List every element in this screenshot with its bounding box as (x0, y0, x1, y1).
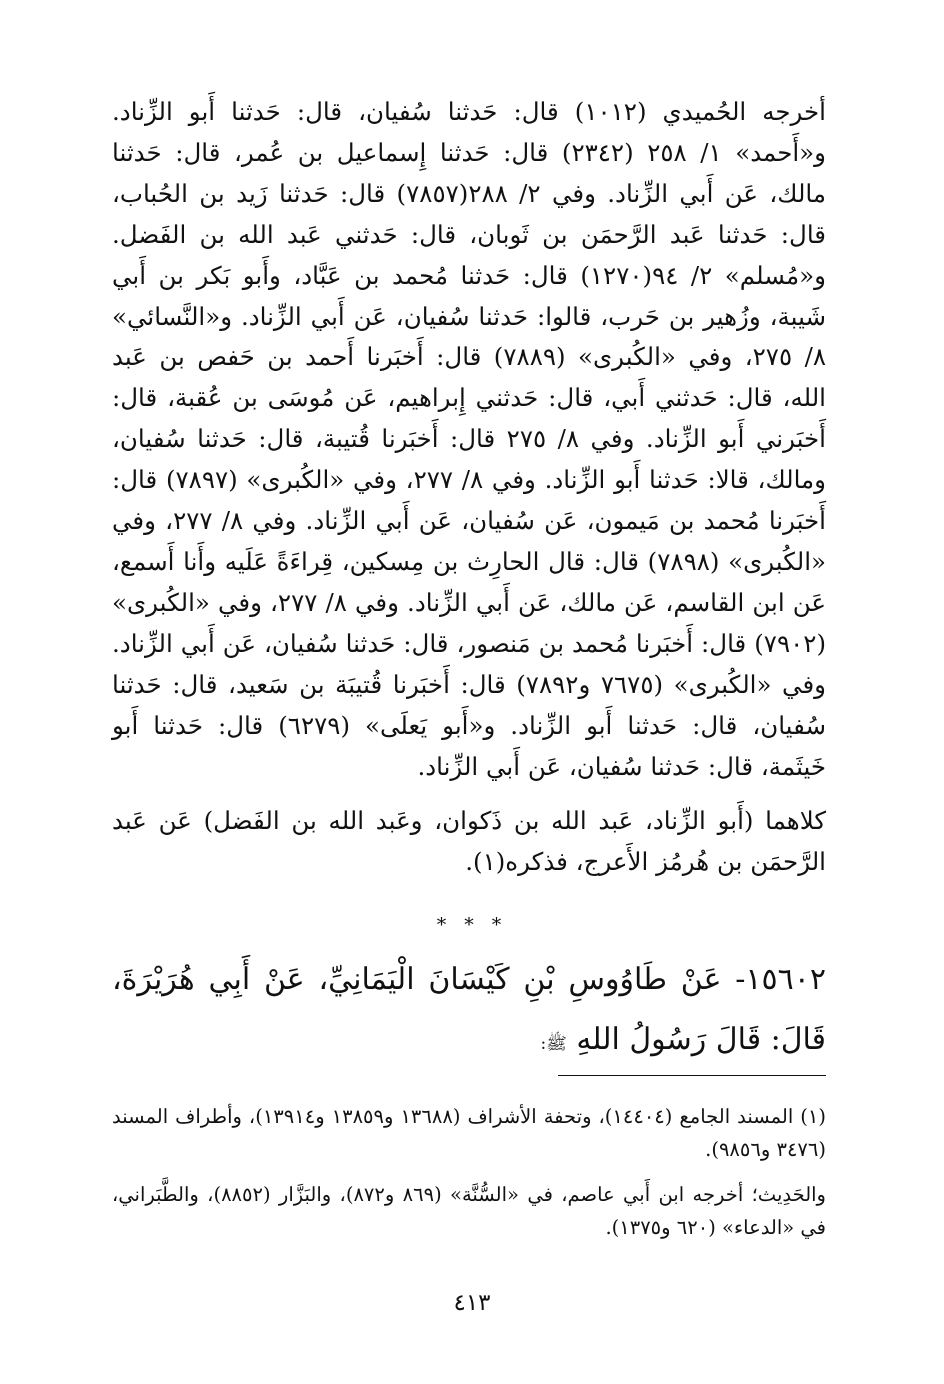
hadith-heading (112, 950, 826, 1074)
footnote-1: (١) المسند الجامع (١٤٤٠٤)، وتحفة الأشراف (١٣٦٨٨ و١٣٨٥٩ و١٣٩١٤)، وأطراف المسند (٣٤٧٦ و٩٨٥٦). (112, 1105, 826, 1161)
isnad-summary-paragraph: كلاهما (أَبو الزِّناد، عَبد الله بن ذَكوان، وعَبد الله بن الفَضل) عَن عَبد الرَّحمَن بن هُرمُز الأَعرج، فذكره(١). (112, 806, 826, 877)
footnote-divider (558, 1075, 826, 1076)
page-number: ٤١٣ (453, 1290, 491, 1316)
footnote-1-continuation: والحَدِيث؛ أخرجه ابن أَبي عاصم، في «السُّنَّة» (٨٦٩ و٨٧٢)، والبَزَّار (٨٨٥٢)، والطَّبَراني، في «الدعاء» (٦٢٠ و١٣٧٥). (112, 1183, 826, 1239)
hadith-number-and-chain: ١٥٦٠٢- عَنْ طَاوُوسِ بْنِ كَيْسَانَ الْيَمَانِيِّ، عَنْ أَبِي هُرَيْرَةَ، قَالَ: قَالَ رَسُولُ اللهِ (112, 962, 826, 1057)
main-text (112, 92, 826, 883)
section-separator: * * * (436, 914, 508, 936)
honorific-glyph: ﷺ: (540, 1034, 567, 1054)
footnotes (112, 1100, 826, 1244)
takhrij-paragraph: أخرجه الحُميدي (١٠١٢) قال: حَدثنا سُفيان، قال: حَدثنا أَبو الزِّناد. و«أَحمد» ١/ ٢٥٨ (٢٣٤٢) قال: حَدثنا إِسماعيل بن عُمر، قال: حَدثنا مالك، عَن أَبي الزِّناد. وفي ٢/ ٢٨٨(٧٨٥٧) قال: حَدثنا زَيد بن الحُباب، قال: حَدثنا عَبد الرَّحمَن بن ثَوبان، قال: حَدثني عَبد الله بن الفَضل. و«مُسلم» ٢/ ٩٤(١٢٧٠) قال: حَدثنا مُحمد بن عَبَّاد، وأَبو بَكر بن أَبي شَيبة، وزُهير بن حَرب، قالوا: حَدثنا سُفيان، عَن أَبي الزِّناد. و«النَّسائي» ٨/ ٢٧٥، وفي «الكُبرى» (٧٨٨٩) قال: أَخبَرنا أَحمد بن حَفص بن عَبد الله، قال: حَدثني أَبي، قال: حَدثني إِبراهيم، عَن مُوسَى بن عُقبة، قال: أَخبَرني أَبو الزِّناد. وفي ٨/ ٢٧٥ قال: أَخبَرنا قُتيبة، قال: حَدثنا سُفيان، ومالك، قالا: حَدثنا أَبو الزِّناد. وفي ٨/ ٢٧٧، وفي «الكُبرى» (٧٨٩٧) قال: أَخبَرنا مُحمد بن مَيمون، عَن سُفيان، عَن أَبي الزِّناد. وفي ٨/ ٢٧٧، وفي «الكُبرى» (٧٨٩٨) قال: قال الحارِث بن مِسكين، قِراءَةً عَلَيه وأَنا أَسمع، عَن ابن القاسم، عَن مالك، عَن أَبي الزِّناد. وفي ٨/ ٢٧٧، وفي «الكُبرى» (٧٩٠٢) قال: أَخبَرنا مُحمد بن مَنصور، قال: حَدثنا سُفيان، عَن أَبي الزِّناد. وفي «الكُبرى» (٧٦٧٥ و٧٨٩٢) قال: أَخبَرنا قُتيبَة بن سَعيد، قال: حَدثنا سُفيان، قال: حَدثنا أَبو الزِّناد. و«أَبو يَعلَى» (٦٢٧٩) قال: حَدثنا أَبو خَيثَمة، قال: حَدثنا سُفيان، عَن أَبي الزِّناد. (112, 97, 827, 781)
